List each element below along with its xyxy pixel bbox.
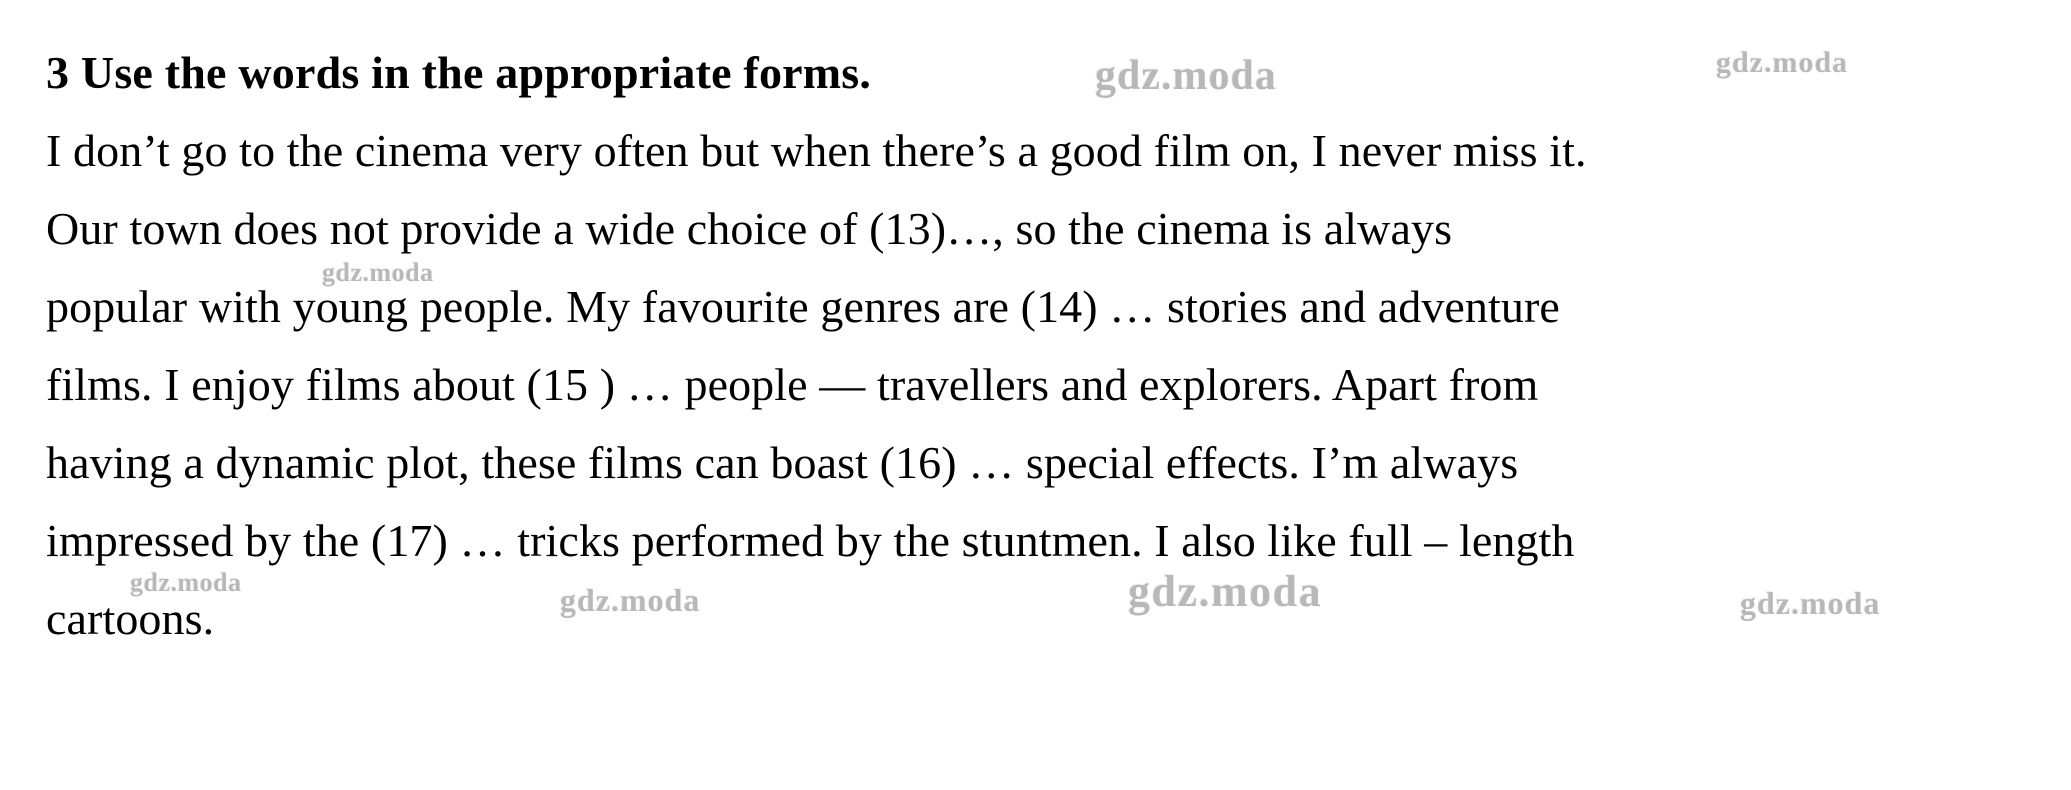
watermark: gdz.moda [130, 568, 242, 597]
watermark: gdz.moda [322, 258, 434, 287]
watermark: gdz.moda [560, 582, 701, 618]
watermark: gdz.moda [1095, 53, 1277, 99]
paragraph-line: impressed by the (17) … tricks performed by the stuntmen. I also like full – length [46, 515, 1575, 566]
watermark: gdz.moda [1128, 567, 1323, 616]
exercise-paragraph [46, 112, 2006, 658]
paragraph-line: films. I enjoy films about (15 ) … people — travellers and explorers. Apart from [46, 359, 1539, 410]
exercise-title: 3 Use the words in the appropriate forms. [46, 47, 872, 98]
paragraph-line: I don’t go to the cinema very often but when there’s a good film on, I never miss it. [46, 125, 1587, 176]
paragraph-line: cartoons. [46, 593, 215, 644]
exercise-content [46, 34, 2036, 658]
watermark: gdz.moda [1740, 585, 1881, 621]
paragraph-line: popular with young people. My favourite genres are (14) … stories and adventure [46, 281, 1560, 332]
paragraph-line: Our town does not provide a wide choice of (13)…, so the cinema is always [46, 203, 1453, 254]
paragraph-line: having a dynamic plot, these films can boast (16) … special effects. I’m always [46, 437, 1519, 488]
watermark: gdz.moda [1716, 46, 1849, 79]
